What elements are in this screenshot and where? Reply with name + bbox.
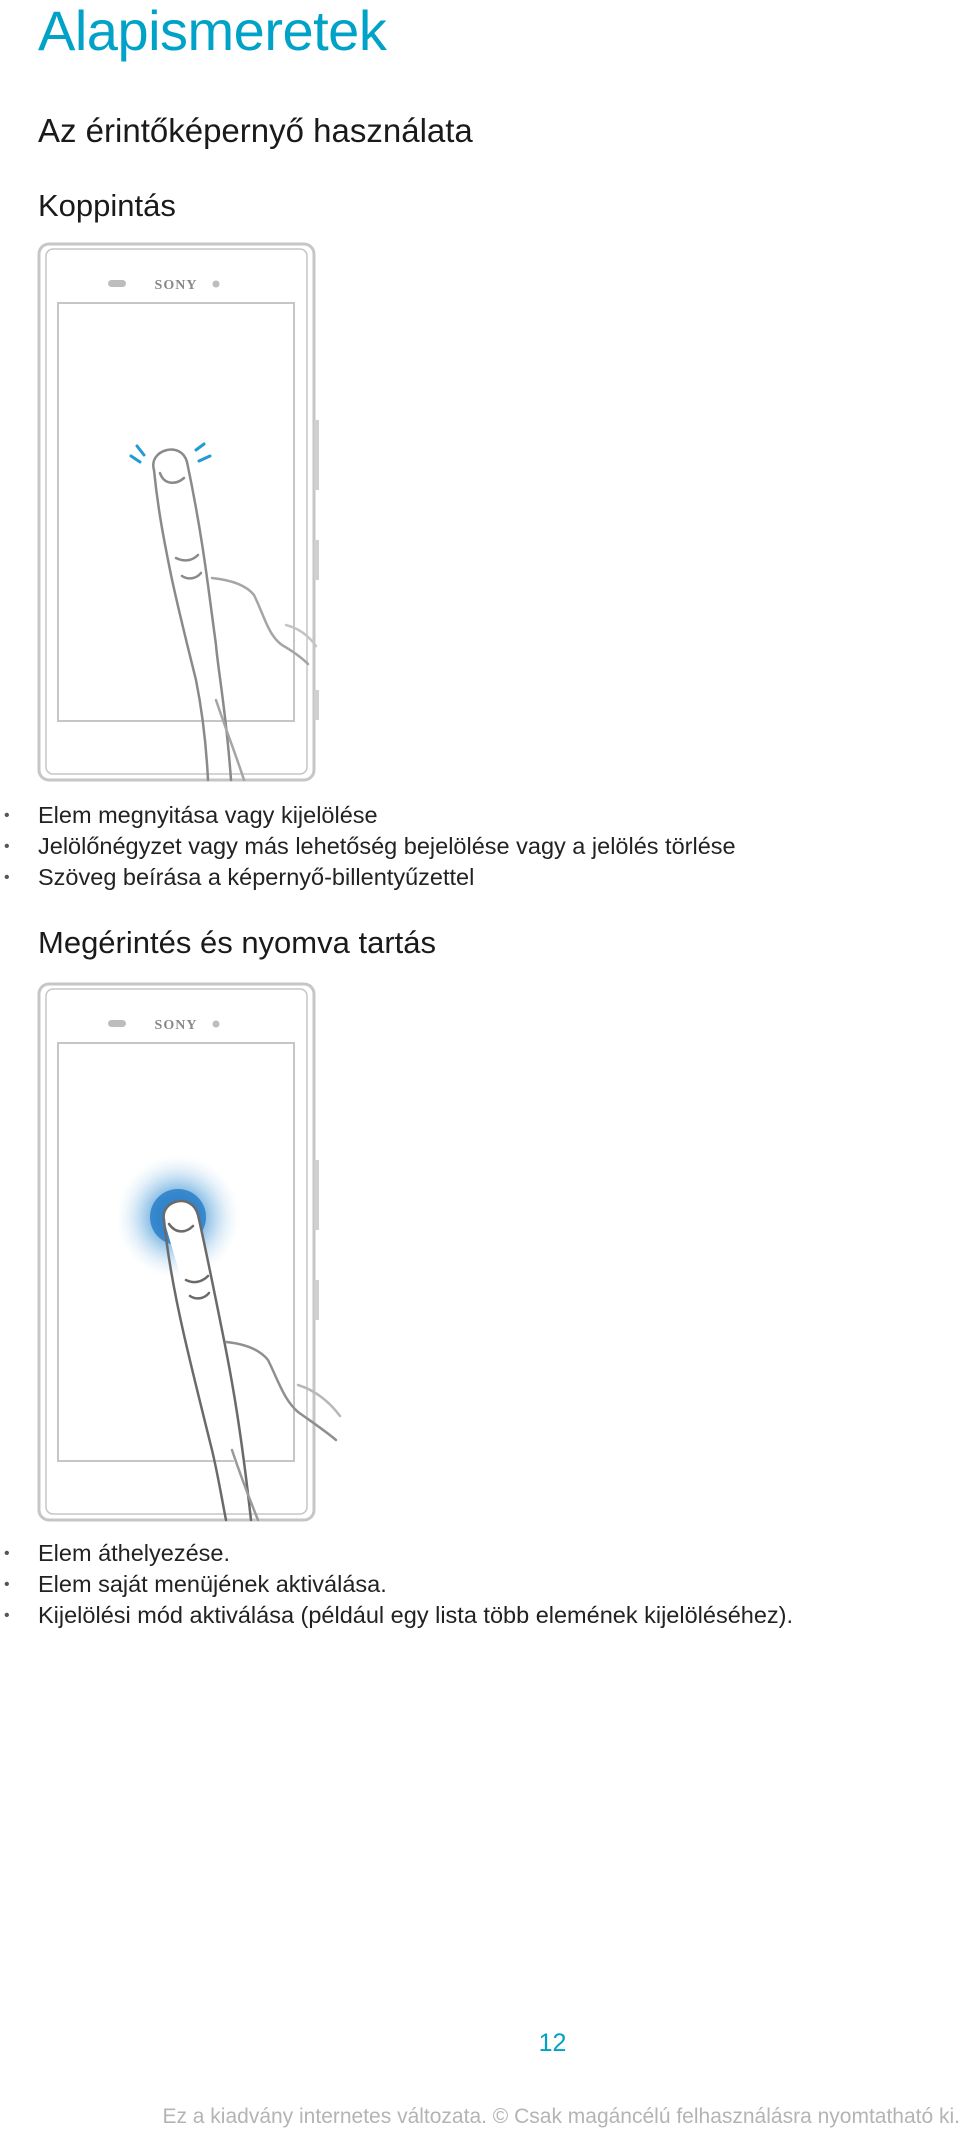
list-item	[0, 800, 940, 831]
list-item-text: Elem áthelyezése.	[38, 1540, 231, 1566]
list-item-text: Elem megnyitása vagy kijelölése	[38, 802, 378, 828]
bullet-icon: •	[4, 807, 10, 824]
list-item-text: Szöveg beírása a képernyő-billentyűzettel	[38, 864, 475, 890]
list-item	[0, 1538, 940, 1569]
bullet-icon: •	[4, 1576, 10, 1593]
list-item	[0, 1569, 940, 1600]
footer-notice: Ez a kiadvány internetes változata. © Csak magáncélú felhasználásra nyomtatható ki.	[162, 2105, 960, 2128]
front-camera	[213, 281, 220, 288]
bullet-icon: •	[4, 869, 10, 886]
page-title: Alapismeretek	[38, 0, 387, 62]
list-item-text: Kijelölési mód aktiválása (például egy lista több elemének kijelöléséhez).	[38, 1602, 794, 1628]
tap-phone-illustration	[36, 240, 356, 800]
bullet-icon: •	[4, 1545, 10, 1562]
tap-bullet-list	[0, 800, 940, 893]
list-item-text: Jelölőnégyzet vagy más lehetőség bejelölése vagy a jelölés törlése	[38, 833, 736, 859]
speaker-slot	[108, 280, 126, 287]
list-item	[0, 1600, 940, 1631]
speaker-slot	[108, 1020, 126, 1027]
bullet-icon: •	[4, 1607, 10, 1624]
page-number: 12	[538, 2029, 567, 2057]
list-item	[0, 862, 940, 893]
hold-heading: Megérintés és nyomva tartás	[38, 925, 437, 960]
phone-brand-logo: SONY	[154, 278, 198, 293]
front-camera	[213, 1021, 220, 1028]
list-item-text: Elem saját menüjének aktiválása.	[38, 1571, 387, 1597]
list-item	[0, 831, 940, 862]
phone-body	[39, 244, 314, 780]
section-title: Az érintőképernyő használata	[38, 112, 473, 149]
phone-brand-logo: SONY	[154, 1018, 198, 1033]
hold-bullet-list	[0, 1538, 940, 1631]
hold-phone-illustration	[36, 980, 396, 1540]
bullet-icon: •	[4, 838, 10, 855]
tap-heading: Koppintás	[38, 188, 176, 223]
